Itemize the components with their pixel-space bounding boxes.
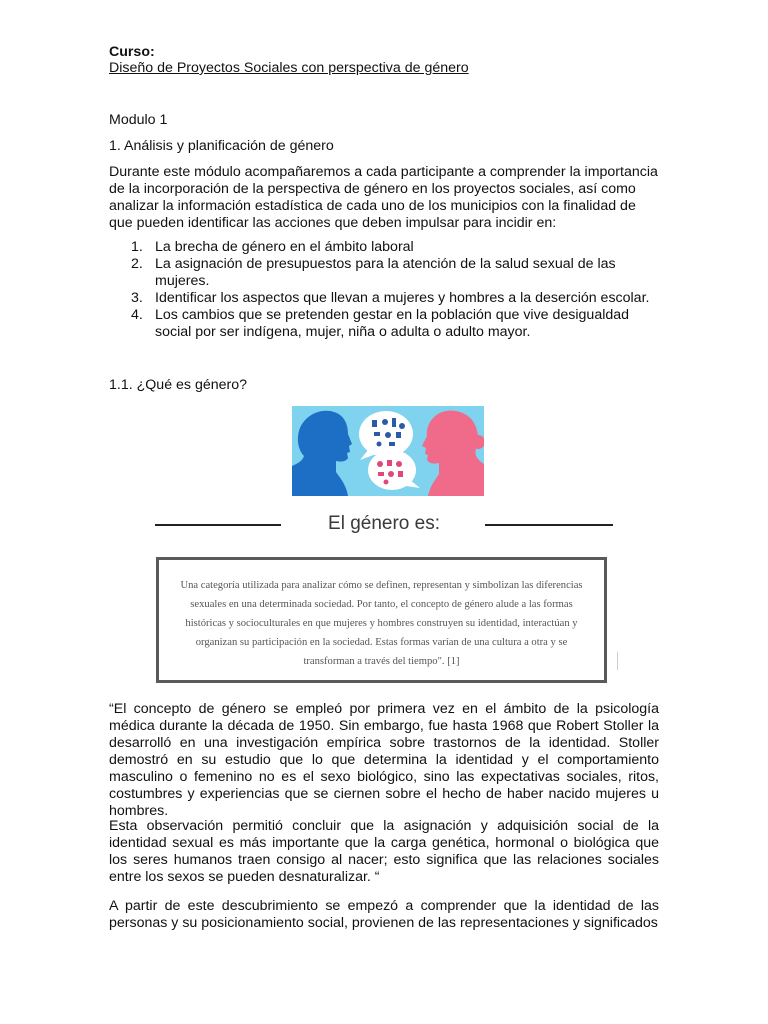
body-paragraph: Esta observación permitió concluir que la asignación y adquisición social de la identidad sexual es más importante que la carga genética, hormonal o biológica que los seres humanos traen consigo al nacer; esto significa que las relaciones sociales entre los sexos se pueden desnaturalizar. “ [109,818,659,885]
list-item: 3. Identificar los aspectos que llevan a mujeres y hombres a la deserción escolar. [131,290,650,306]
objectives-list [109,239,659,341]
list-item: 4. Los cambios que se pretenden gestar en la población que vive desigualdad social por ser indígena, mujer, niña o adulta o adulto mayor. [131,307,630,340]
body-paragraph: A partir de este descubrimiento se empezó a comprender que la identidad de las personas y su posicionamiento social, provienen de las representaciones y significados [109,898,659,931]
list-item: 2. La asignación de presupuestos para la atención de la salud sexual de las mujeres. [131,256,616,289]
divider [617,652,618,670]
figure-heading-row [155,510,613,540]
module-label: Modulo 1 [109,112,168,128]
definition-box [156,557,607,683]
course-label: Curso: [109,44,155,60]
list-item: 1. La brecha de género en el ámbito laboral [131,239,414,255]
course-title: Diseño de Proyectos Sociales con perspectiva de género [109,60,469,76]
definition-text: Una categoría utilizada para analizar cómo se definen, representan y simbolizan las diferencias sexuales en una determinada sociedad. Por tanto, el concepto de género alude a las formas históricas y socioculturales en que mujeres y hombres construyen su identidad, interactúan y organizan su participación en la sociedad. Estas formas varían de una cultura a otra y se transforman a través del tiempo". [1] [180,580,583,667]
body-paragraph: “El concepto de género se empleó por primera vez en el ámbito de la psicología médica durante la década de 1950. Sin embargo, fue hasta 1968 que Robert Stoller la desarrolló en una investigación empírica sobre trastornos de la identidad. Stoller demostró en su estudio que lo que determina la identidad y el comportamiento masculino o femenino no es el sexo biológico, sino las expectativas sociales, ritos, costumbres y experiencias que se ciernen sobre el hecho de haber nacido mujeres u hombres. [109,701,659,819]
subsection-title: 1.1. ¿Qué es género? [109,377,248,393]
divider [485,524,613,526]
gender-dialogue-illustration [292,406,484,496]
section-heading: 1. Análisis y planificación de género [109,138,334,154]
figure-heading: El género es: [328,513,440,534]
intro-paragraph: Durante este módulo acompañaremos a cada participante a comprender la importancia de la incorporación de la perspectiva de género en los proyectos sociales, así como analizar la información estadística de cada uno de los municipios con la finalidad de que pueden identificar las acciones que deben impulsar para incidir en: [109,164,658,231]
